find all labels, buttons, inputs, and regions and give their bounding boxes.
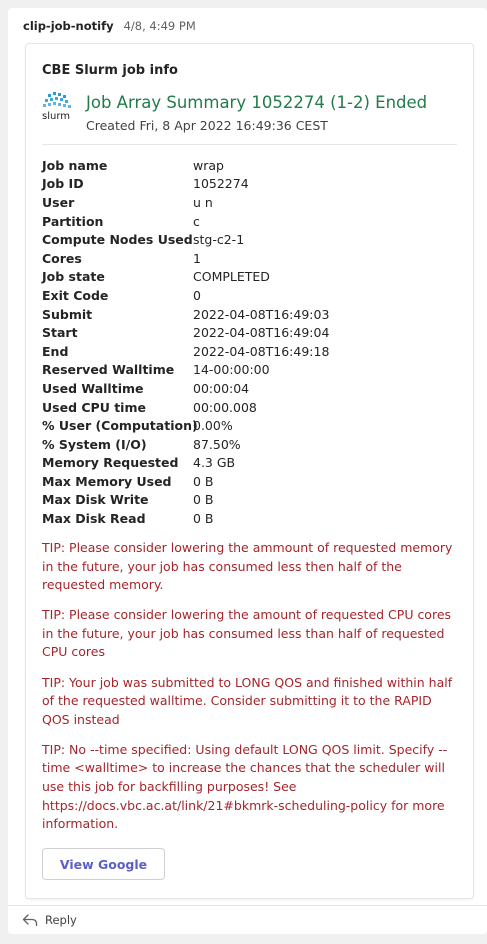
fact-label: Memory Requested [42, 455, 179, 471]
fact-row [42, 156, 462, 175]
divider [42, 144, 457, 145]
fact-row [42, 175, 462, 194]
fact-row [42, 305, 462, 324]
fact-value: 2022-04-08T16:49:04 [193, 325, 330, 341]
tip-time-limit: TIP: No --time specified: Using default LONG QOS limit. Specify --time <walltime> to increase the chances that the scheduler will use this job for backfilling purposes! See https://docs.vbc.ac.at/link/21#bkmrk-scheduling-policy for more information. [42, 741, 448, 832]
fact-row [42, 230, 462, 249]
fact-row [42, 435, 462, 454]
fact-row [42, 212, 462, 231]
fact-value: 1 [193, 250, 201, 266]
fact-value: 2022-04-08T16:49:18 [193, 343, 330, 359]
fact-row [42, 491, 462, 510]
fact-value: u n [193, 194, 213, 210]
fact-row [42, 416, 462, 435]
fact-value: wrap [193, 157, 224, 173]
fact-value: 14-00:00:00 [193, 362, 270, 378]
fact-label: Job state [42, 269, 105, 285]
created-timestamp: Created Fri, 8 Apr 2022 16:49:36 CEST [86, 118, 328, 133]
fact-label: Max Disk Read [42, 511, 146, 527]
card-title: CBE Slurm job info [42, 63, 178, 78]
fact-label: Job ID [42, 176, 84, 192]
fact-label: Max Memory Used [42, 473, 172, 489]
tips-section [42, 539, 460, 845]
fact-label: User [42, 194, 75, 210]
reply-icon [22, 913, 38, 927]
fact-label: Cores [42, 250, 82, 266]
message-header [23, 18, 196, 34]
reply-button[interactable] [8, 905, 487, 934]
fact-label: Reserved Walltime [42, 362, 175, 378]
fact-label: Start [42, 325, 78, 341]
fact-row [42, 361, 462, 380]
fact-label: Submit [42, 306, 93, 322]
fact-label: Partition [42, 213, 104, 229]
fact-label: Used CPU time [42, 399, 146, 415]
fact-value: 0 B [193, 511, 214, 527]
slurm-logo-icon [42, 92, 74, 122]
fact-row [42, 509, 462, 528]
fact-row [42, 193, 462, 212]
fact-label: % System (I/O) [42, 436, 147, 452]
chat-message [8, 8, 487, 934]
fact-value: 1052274 [193, 176, 249, 192]
fact-row [42, 323, 462, 342]
fact-label: Job name [42, 157, 108, 173]
fact-value: 0.00% [193, 418, 233, 434]
job-summary-heading: Job Array Summary 1052274 (1-2) Ended [86, 93, 428, 112]
fact-value: 00:00:04 [193, 380, 250, 396]
sender-name[interactable]: clip-job-notify [23, 19, 114, 33]
tip-memory: TIP: Please consider lowering the ammount of requested memory in the future, your job has consumed less then half of the requested memory. [42, 540, 453, 593]
fact-value: 0 B [193, 492, 214, 508]
tip-qos: TIP: Your job was submitted to LONG QOS and finished within half of the requested walltime. Consider submitting it to the RAPID QOS instead [42, 674, 453, 727]
fact-label: Used Walltime [42, 380, 144, 396]
fact-value: stg-c2-1 [193, 232, 245, 248]
fact-row [42, 472, 462, 491]
fact-row [42, 286, 462, 305]
fact-label: % User (Computation) [42, 418, 198, 434]
view-google-button[interactable]: View Google [42, 848, 165, 880]
fact-row [42, 398, 462, 417]
fact-label: Exit Code [42, 287, 109, 303]
reply-label: Reply [45, 913, 77, 927]
fact-value: c [193, 213, 200, 229]
message-timestamp: 4/8, 4:49 PM [123, 19, 196, 33]
fact-label: Compute Nodes Used [42, 232, 193, 248]
job-facts [42, 156, 462, 528]
fact-row [42, 249, 462, 268]
fact-value: COMPLETED [193, 269, 270, 285]
fact-label: End [42, 343, 69, 359]
fact-value: 0 [193, 287, 201, 303]
adaptive-card [25, 43, 474, 899]
fact-row [42, 268, 462, 287]
fact-value: 2022-04-08T16:49:03 [193, 306, 330, 322]
svg-text:slurm: slurm [42, 111, 71, 122]
fact-row [42, 342, 462, 361]
fact-value: 00:00.008 [193, 399, 257, 415]
fact-label: Max Disk Write [42, 492, 149, 508]
fact-row [42, 379, 462, 398]
fact-value: 4.3 GB [193, 455, 236, 471]
fact-value: 87.50% [193, 436, 241, 452]
fact-value: 0 B [193, 473, 214, 489]
fact-row [42, 454, 462, 473]
tip-cpu-cores: TIP: Please consider lowering the amount of requested CPU cores in the future, your job has consumed less than half of requested CPU cores [42, 607, 452, 660]
